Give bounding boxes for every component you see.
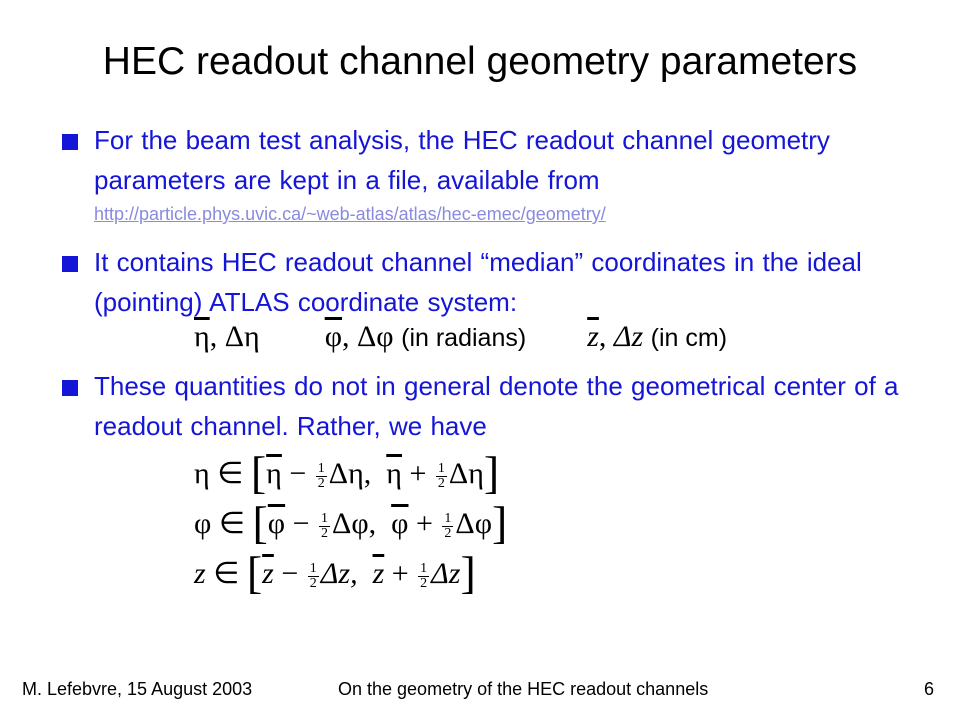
bullet-1 xyxy=(62,120,932,228)
bullet-2-text: It contains HEC readout channel “median” coordinates in the ideal (pointing) ATLAS coordinate system: xyxy=(94,247,862,317)
fraction-half: $\frac{1}{2}$ xyxy=(321,510,329,541)
delta-eta: Δη xyxy=(224,320,260,353)
z-range-equation: z ∈ [$\overline{z}$ − $\frac{1}{2}$ Δz, $\overline{z}$ + $\frac{1}{2}$ Δz] xyxy=(194,547,476,598)
bullet-3 xyxy=(62,366,932,446)
square-bullet-icon xyxy=(62,256,78,272)
geometry-file-link[interactable]: http://particle.phys.uvic.ca/~web-atlas/atlas/hec-emec/geometry/ xyxy=(94,204,606,224)
slide-title: HEC readout channel geometry parameters xyxy=(102,40,858,83)
bullet-2 xyxy=(62,242,932,322)
delta-z: Δz xyxy=(613,320,644,353)
cm-note: (in cm) xyxy=(650,324,728,352)
bullet-1-text: For the beam test analysis, the HEC readout channel geometry parameters are kept in a file, available from xyxy=(94,125,830,195)
coordinate-symbols: $\overline{\eta}$, Δη $\overline{\varphi}$, Δφ (in radians) $\overline{z}$, Δz (in cm) xyxy=(194,320,728,353)
fraction-half: $\frac{1}{2}$ xyxy=(317,460,325,491)
footer-author-date: M. Lefebvre, 15 August 2003 xyxy=(22,679,253,699)
phi-range-equation: φ ∈ [$\overline{\varphi}$ − $\frac{1}{2}$ Δφ, $\overline{\varphi}$ + $\frac{1}{2}$ Δφ] xyxy=(194,497,508,548)
square-bullet-icon xyxy=(62,134,78,150)
fraction-half: $\frac{1}{2}$ xyxy=(420,560,428,591)
phi-bar: $\overline{\varphi}$ xyxy=(324,320,343,353)
footer-talk-title: On the geometry of the HEC readout channels xyxy=(338,679,709,699)
z-bar: $\overline{z}$ xyxy=(587,320,599,353)
fraction-half: $\frac{1}{2}$ xyxy=(444,510,452,541)
eta-range-equation: η ∈ [$\overline{\eta}$ − $\frac{1}{2}$ Δη, $\overline{\eta}$ + $\frac{1}{2}$ Δη] xyxy=(194,447,500,498)
fraction-half: $\frac{1}{2}$ xyxy=(437,460,445,491)
eta-bar: $\overline{\eta}$ xyxy=(194,320,210,353)
footer-page-number: 6 xyxy=(924,679,935,699)
delta-phi: Δφ xyxy=(357,320,394,353)
bullet-3-text: These quantities do not in general denote the geometrical center of a readout channel. Rather, we have xyxy=(94,371,899,441)
square-bullet-icon xyxy=(62,380,78,396)
fraction-half: $\frac{1}{2}$ xyxy=(309,560,317,591)
radians-note: (in radians) xyxy=(401,324,527,352)
